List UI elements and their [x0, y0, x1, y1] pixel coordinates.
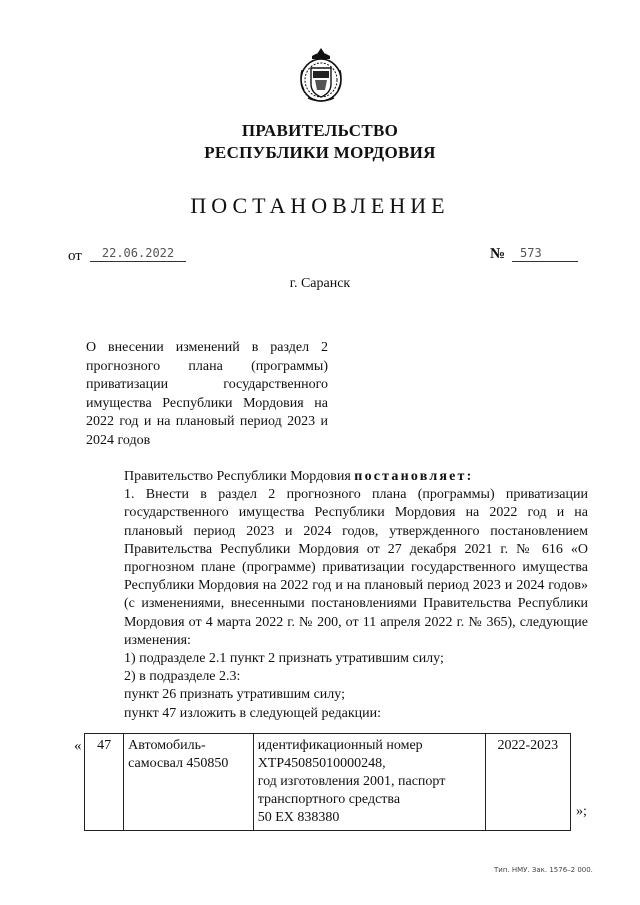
privatization-table	[84, 733, 571, 831]
table-row	[85, 734, 571, 831]
document-body	[84, 468, 588, 723]
preamble-text: Правительство Республики Мордовия	[124, 469, 355, 484]
cell-name: Автомобиль- самосвал 450850	[124, 734, 254, 831]
cell-number: 47	[85, 734, 124, 831]
cell-period: 2022-2023	[485, 734, 570, 831]
coat-of-arms-mordovia-icon	[296, 46, 346, 106]
date-prefix: от	[68, 248, 82, 264]
document-date: 22.06.2022	[90, 246, 186, 262]
document-type: ПОСТАНОВЛЕНИЕ	[190, 193, 450, 218]
item-1: 1) подразделе 2.1 пункт 2 признать утратившим силу;	[124, 651, 444, 667]
government-title-line1: ПРАВИТЕЛЬСТВО	[241, 121, 399, 140]
city: г. Саранск	[289, 276, 351, 291]
table-close-quote: »;	[576, 804, 587, 819]
table-open-quote: «	[74, 738, 82, 754]
item-2b: пункт 47 изложить в следующей редакции:	[124, 705, 381, 721]
item-2a: пункт 26 признать утратившим силу;	[124, 687, 345, 703]
cell-description: идентификационный номер XTP45085010000248, год изготовления 2001, паспорт транспортного средства 50 ЕХ 838380	[253, 734, 485, 831]
government-title-line2: РЕСПУБЛИКИ МОРДОВИЯ	[204, 143, 436, 162]
preamble	[84, 468, 588, 486]
item-2: 2) в подразделе 2.3:	[124, 669, 241, 685]
decree-word: постановляет:	[354, 469, 474, 484]
document-subject: О внесении изменений в раздел 2 прогнозного плана (программы) приватизации государственного имущества Республики Мордовия на 2022 год и на плановый период 2023 и 2024 годов	[86, 340, 328, 448]
document-number: 573	[512, 246, 578, 262]
print-mark: Тип. НМУ. Зак. 1576–2 000.	[494, 866, 593, 874]
number-prefix: №	[490, 246, 506, 262]
point-1: 1. Внести в раздел 2 прогнозного плана (программы) приватизации государственного имущества Республики Мордовия на 2022 год и на плановый период 2023 и 2024 годов, утвержденного постановлением Правительства Республики Мордовия от 27 декабря 2021 г. № 616 «О прогнозном плане (программе) приватизации государственного имущества Республики Мордовия на 2022 год и на плановый период 2023 и 2024 годов» (с изменениями, внесенными постановлениями Правительства Республики Мордовия от 4 марта 2022 г. № 200, от 11 апреля 2022 г. № 365), следующие изменения:	[124, 487, 588, 648]
